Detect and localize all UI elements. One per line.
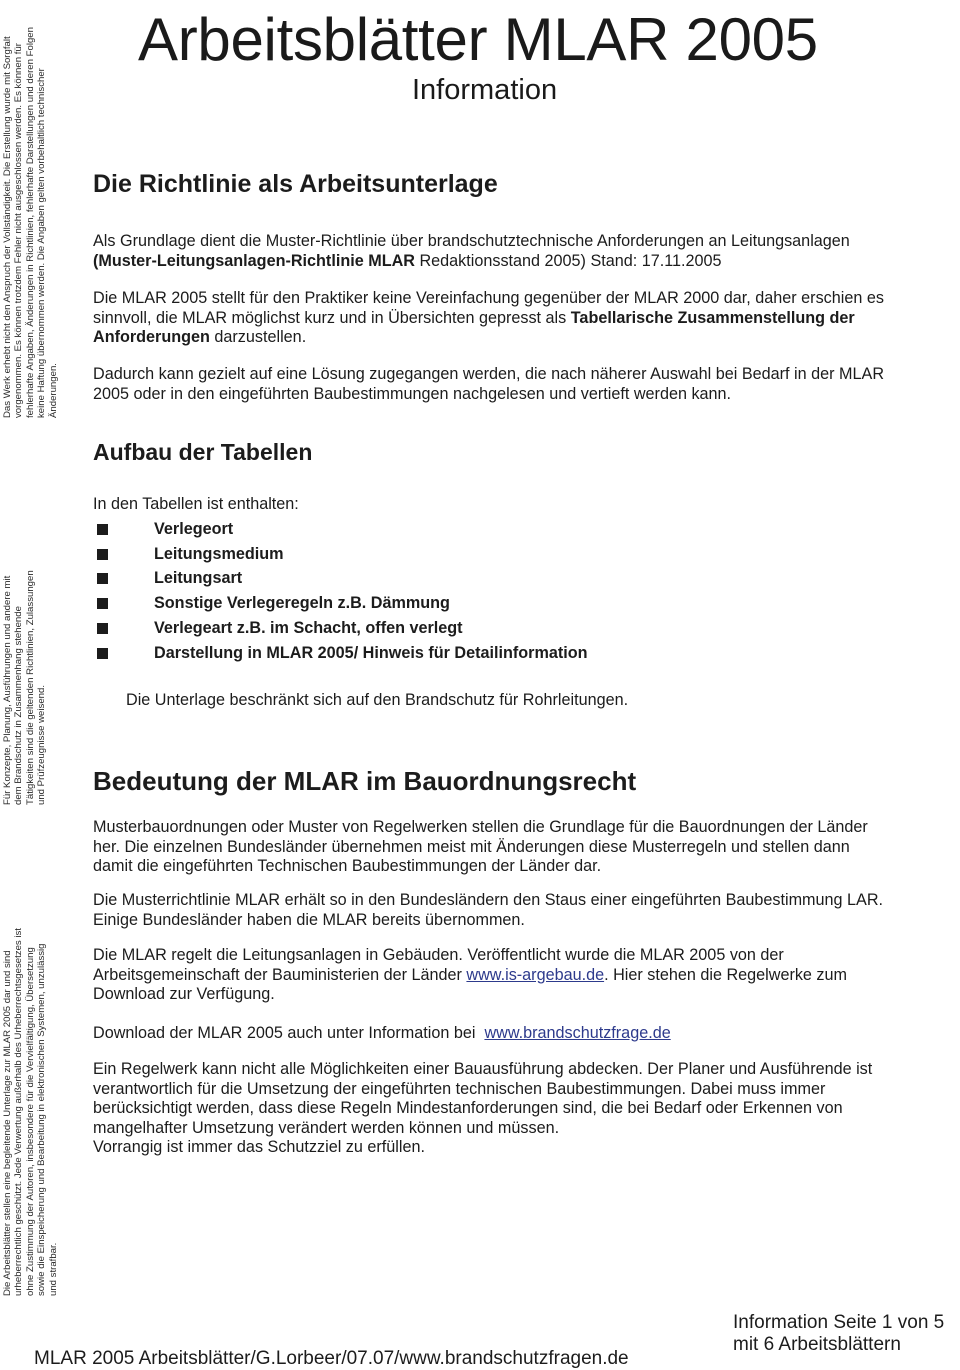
paragraph-download <box>93 1024 943 1044</box>
text-line: Ein Regelwerk kann nicht alle Möglichkeiten einer Bauausführung abdecken. Der Planer und Ausführende ist <box>93 1060 873 1078</box>
paragraph-dadurch <box>93 365 943 404</box>
list-item <box>93 567 588 592</box>
side-note-line: urheberrechtlich geschützt. Jede Verwertung außerhalb des Urheberrechtsgesetzes ist <box>13 928 25 1296</box>
sheet-count: mit 6 Arbeitsblättern <box>733 1334 901 1355</box>
side-note-line: keine Haftung übernommen werden. Die Angaben gelten vorbehaltlich technischer <box>36 68 48 418</box>
copyright-side-note <box>2 928 59 1296</box>
footer-source: MLAR 2005 Arbeitsblätter/G.Lorbeer/07.07/www.brandschutzfragen.de <box>34 1348 629 1369</box>
text-span: Download der MLAR 2005 auch unter Information bei <box>93 1024 485 1042</box>
list-item-label: Verlegeart z.B. im Schacht, offen verlegt <box>154 619 463 638</box>
paragraph-regelwerk <box>93 1060 943 1158</box>
side-note-line: und strafbar. <box>47 1242 59 1296</box>
section-heading-aufbau: Aufbau der Tabellen <box>93 439 313 465</box>
text-line: Einige Bundesländer haben die MLAR bereits übernommen. <box>93 910 525 929</box>
text-line: her. Die einzelnen Bundesländer übernehmen meist mit Änderungen diese Musterregeln und stellen dann <box>93 837 850 856</box>
page-number: Information Seite 1 von 5 <box>733 1312 945 1333</box>
paragraph-musterbauordnungen <box>93 818 943 877</box>
side-note-line: vorgenommen. Es können trotzdem Fehler nicht ausgeschlossen werden. Es können für <box>13 43 25 418</box>
section-heading-bedeutung: Bedeutung der MLAR im Bauordnungsrecht <box>93 766 637 796</box>
bold-text: (Muster-Leitungsanlagen-Richtlinie MLAR <box>93 251 415 270</box>
disclaimer-side-note <box>2 27 59 418</box>
square-bullet-icon <box>97 648 108 659</box>
bold-text: Tabellarische Zusammenstellung der <box>570 308 855 327</box>
section-heading-richtlinie: Die Richtlinie als Arbeitsunterlage <box>93 170 498 198</box>
document-subtitle: Information <box>412 74 558 106</box>
is-argebau-link[interactable]: www.is-argebau.de <box>466 965 605 984</box>
text-line <box>93 328 943 348</box>
side-note-line: sowie die Einspeicherung und Bearbeitung in elektronischen Systemen, unzulässig <box>36 943 48 1296</box>
text-line: In den Tabellen ist enthalten: <box>93 495 299 513</box>
square-bullet-icon <box>97 598 108 609</box>
text-line: Dadurch kann gezielt auf eine Lösung zugegangen werden, die nach näherer Auswahl bei Bedarf in der MLAR <box>93 365 885 383</box>
list-item <box>93 542 588 567</box>
list-intro <box>93 495 943 515</box>
bold-text: Anforderungen <box>93 328 210 347</box>
text-line: Download zur Verfügung. <box>93 985 275 1004</box>
list-item-label: Sonstige Verlegeregeln z.B. Dämmung <box>154 594 450 613</box>
side-note-line: ohne Zustimmung der Autoren, insbesondere für die Vervielfältigung, Übersetzung <box>24 947 36 1296</box>
brandschutzfrage-link[interactable]: www.brandschutzfrage.de <box>484 1024 671 1042</box>
text-line: Musterbauordnungen oder Muster von Regelwerken stellen die Grundlage für die Bauordnungen der Länder <box>93 818 868 836</box>
text-line: Die Musterrichtlinie MLAR erhält so in den Bundesländern den Staus einer eingeführten Baubestimmung LAR. <box>93 891 884 909</box>
text-span: darzustellen. <box>209 328 307 347</box>
paragraph-musterrichtlinie <box>93 891 943 930</box>
side-note-line: Änderungen. <box>47 363 59 418</box>
document-title: Arbeitsblätter MLAR 2005 <box>138 6 818 73</box>
list-item <box>93 616 588 641</box>
text-line: Die MLAR 2005 stellt für den Praktiker keine Vereinfachung gegenüber der MLAR 2000 dar, daher erschien es <box>93 289 884 307</box>
text-line: verantwortlich für die Umsetzung der eingeführten technischen Baubestimmungen. Dabei muss immer <box>93 1079 826 1098</box>
text-line: damit die eingeführten Technischen Baubestimmungen der Länder dar. <box>93 857 602 876</box>
footer-page-info <box>733 1312 944 1356</box>
side-note-line: Tätigkeiten sind die geltenden Richtlinien, Zulassungen <box>24 570 36 805</box>
square-bullet-icon <box>97 549 108 560</box>
contents-bullet-list <box>93 517 588 666</box>
square-bullet-icon <box>97 524 108 535</box>
text-line: 2005 oder in den eingeführten Baubestimmungen nachgelesen und vertieft werden kann. <box>93 384 732 403</box>
side-note-line: Die Arbeitsblätter stellen eine begleitende Unterlage zur MLAR 2005 dar und sind <box>2 950 13 1296</box>
side-note-line: Das Werk erhebt nicht den Anspruch der Vollständigkeit. Die Erstellung wurde mit Sorgfalt <box>2 36 13 418</box>
paragraph-grundlage <box>93 232 943 271</box>
list-item-label: Leitungsart <box>154 569 243 588</box>
text-line: Vorrangig ist immer das Schutzziel zu erfüllen. <box>93 1138 425 1157</box>
side-note-line: dem Brandschutz in Zusammenhang stehende <box>13 606 25 805</box>
list-item-label: Leitungsmedium <box>154 544 284 563</box>
concepts-side-note <box>2 570 48 805</box>
scope-note <box>126 691 960 711</box>
text-line <box>93 309 943 329</box>
text-span: Arbeitsgemeinschaft der Bauministerien der Länder <box>93 965 467 984</box>
text-line: berücksichtigt werden, dass diese Regeln Mindestanforderungen sind, die bei Bedarf oder Erkennen von <box>93 1099 843 1118</box>
text-line: mangelhafter Umsetzung verändert werden können und müssen. <box>93 1118 560 1137</box>
side-note-line: und Prüfzeugnisse weisend. <box>36 685 48 805</box>
list-item <box>93 517 588 542</box>
text-span: Redaktionsstand 2005) Stand: 17.11.2005 <box>414 251 722 270</box>
paragraph-mlar-regelt <box>93 946 943 1005</box>
list-item-label: Verlegeort <box>154 519 234 538</box>
text-span: sinnvoll, die MLAR möglichst kurz und in Übersichten gepresst als <box>93 308 571 327</box>
paragraph-mlar2005 <box>93 289 943 348</box>
text-line: Die Unterlage beschränkt sich auf den Brandschutz für Rohrleitungen. <box>126 691 629 709</box>
text-line <box>93 966 943 986</box>
text-line: Die MLAR regelt die Leitungsanlagen in Gebäuden. Veröffentlicht wurde die MLAR 2005 von der <box>93 946 784 964</box>
side-note-line: fehlerhafte Angaben, Änderungen in Richtlinien, fehlerhafte Darstellungen und deren Folgen <box>24 27 36 418</box>
list-item-label: Darstellung in MLAR 2005/ Hinweis für Detailinformation <box>154 643 588 662</box>
text-span: . Hier stehen die Regelwerke zum <box>604 965 848 984</box>
side-note-line: Für Konzepte, Planung, Ausführungen und andere mit <box>2 575 13 805</box>
square-bullet-icon <box>97 623 108 634</box>
text-line: Als Grundlage dient die Muster-Richtlinie über brandschutztechnische Anforderungen an Leitungsanlagen <box>93 232 850 250</box>
text-line <box>93 252 943 272</box>
text-line <box>93 1024 943 1044</box>
square-bullet-icon <box>97 573 108 584</box>
list-item <box>93 591 588 616</box>
list-item <box>93 641 588 666</box>
